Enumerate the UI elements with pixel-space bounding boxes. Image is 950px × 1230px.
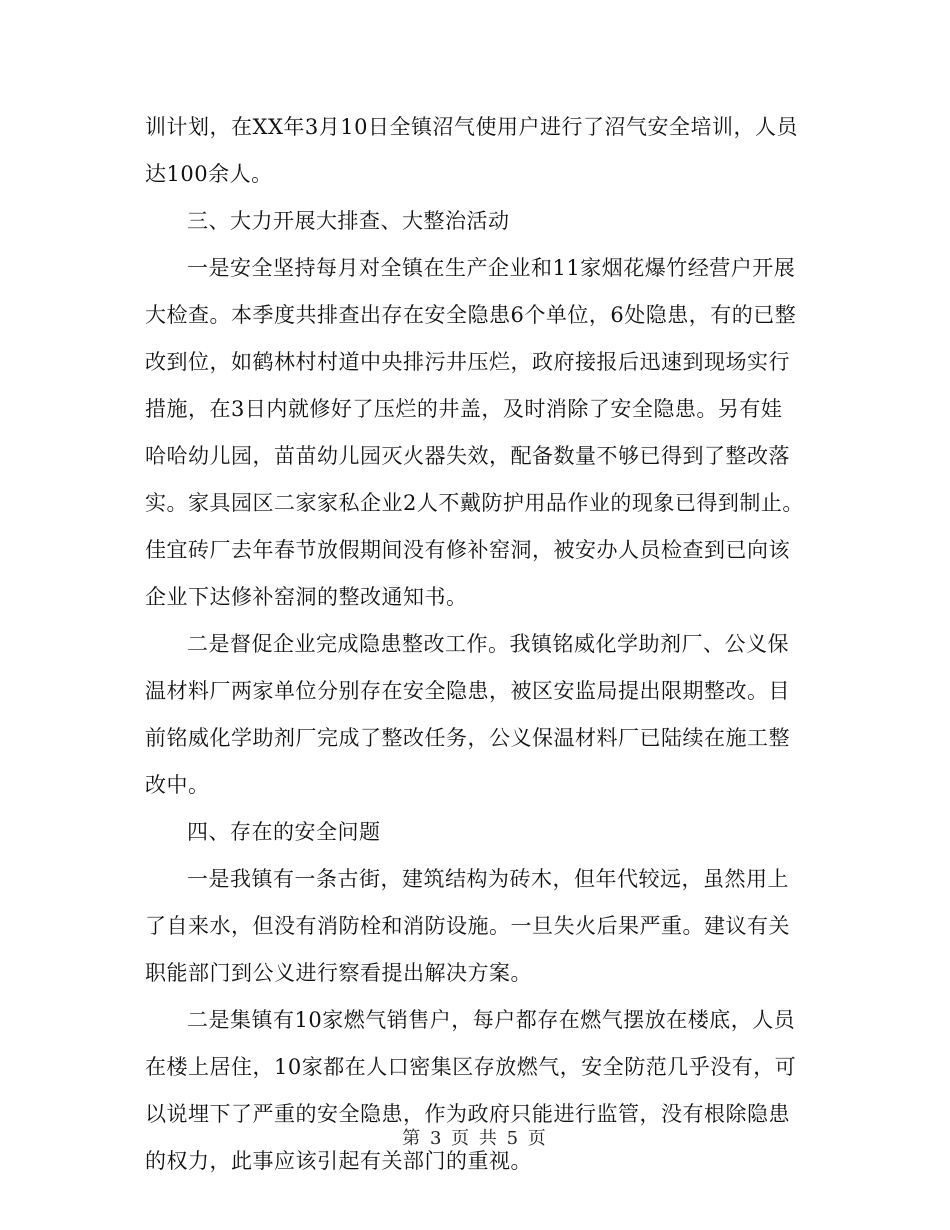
text-line: 二是督促企业完成隐患整改工作。我镇铭威化学助剂厂、公义保 xyxy=(187,632,789,656)
text-line: 温材料厂两家单位分别存在安全隐患，被区安监局提出限期整改。目 xyxy=(145,679,790,703)
text-line: 改中。 xyxy=(145,773,210,797)
text-line: 大检查。本季度共排查出存在安全隐患6个单位，6处隐患，有的已整 xyxy=(145,303,797,327)
text-line: 训计划，在XX年3月10日全镇沼气使用户进行了沼气安全培训，人员 xyxy=(145,115,798,139)
page-number-footer: 第 3 页 共 5 页 xyxy=(402,1128,548,1149)
text-line: 以说埋下了严重的安全隐患，作为政府只能进行监管，没有根除隐患 xyxy=(145,1102,790,1126)
text-line: 职能部门到公义进行察看提出解决方案。 xyxy=(145,961,532,985)
text-line: 一是安全坚持每月对全镇在生产企业和11家烟花爆竹经营户开展 xyxy=(187,256,796,280)
text-line: 佳宜砖厂去年春节放假期间没有修补窑洞，被安办人员检查到已向该 xyxy=(145,538,790,562)
section-heading: 四、存在的安全问题 xyxy=(187,820,381,844)
text-line: 实。家具园区二家家私企业2人不戴防护用品作业的现象已得到制止。 xyxy=(145,491,804,515)
text-line: 的权力，此事应该引起有关部门的重视。 xyxy=(145,1149,532,1173)
text-line: 达100余人。 xyxy=(145,162,273,186)
section-heading: 三、大力开展大排查、大整治活动 xyxy=(187,209,510,233)
text-line: 前铭威化学助剂厂完成了整改任务，公义保温材料厂已陆续在施工整 xyxy=(145,726,790,750)
document-body xyxy=(145,104,805,1185)
text-line: 企业下达修补窑洞的整改通知书。 xyxy=(145,585,468,609)
text-line: 了自来水，但没有消防栓和消防设施。一旦失火后果严重。建议有关 xyxy=(145,914,790,938)
text-line: 一是我镇有一条古街，建筑结构为砖木，但年代较远，虽然用上 xyxy=(187,867,789,891)
text-line: 哈哈幼儿园，苗苗幼儿园灭火器失效，配备数量不够已得到了整改落 xyxy=(145,444,790,468)
text-line: 措施，在3日内就修好了压烂的井盖，及时消除了安全隐患。另有娃 xyxy=(145,397,783,421)
text-line: 改到位，如鹤林村村道中央排污井压烂，政府接报后迅速到现场实行 xyxy=(145,350,790,374)
text-line: 二是集镇有10家燃气销售户，每户都存在燃气摆放在楼底，人员 xyxy=(187,1008,796,1032)
text-line: 在楼上居住，10家都在人口密集区存放燃气，安全防范几乎没有，可 xyxy=(145,1055,797,1079)
